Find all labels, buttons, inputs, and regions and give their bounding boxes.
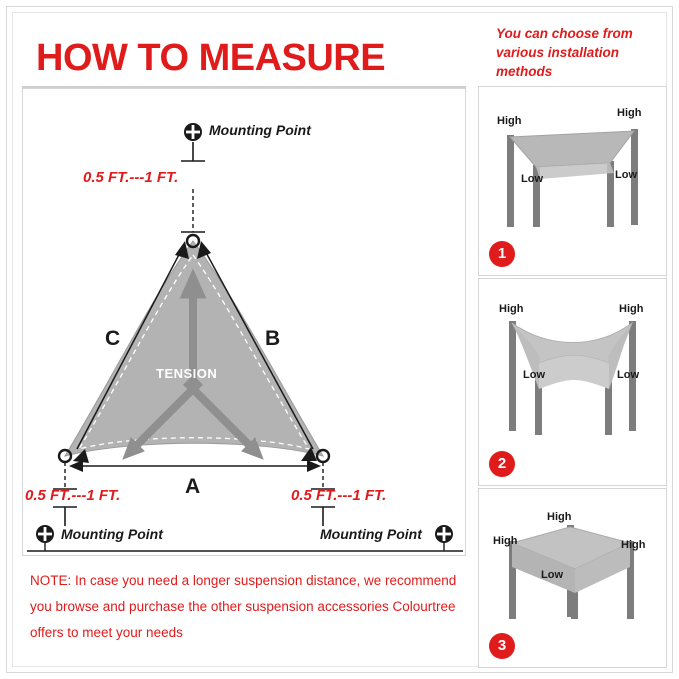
mounting-point-bottom-right-icon <box>435 525 453 543</box>
side-b-label: B <box>265 327 281 350</box>
diagram-canvas <box>23 89 467 557</box>
option-3-number: 3 <box>489 633 515 659</box>
option-2-label-low-left: Low <box>523 369 545 381</box>
mounting-point-top-label: Mounting Point <box>209 122 311 138</box>
page-title: HOW TO MEASURE <box>36 37 386 79</box>
option-2-number: 2 <box>489 451 515 477</box>
installation-option-2 <box>478 278 667 486</box>
option-2-label-low-right: Low <box>617 369 639 381</box>
side-c-label: C <box>105 327 121 350</box>
mounting-point-bottom-left-label: Mounting Point <box>61 526 163 542</box>
installation-option-3 <box>478 488 667 668</box>
top-dimension-label: 0.5 FT.---1 FT. <box>83 169 179 186</box>
installation-methods-heading: You can choose from various installation methods <box>496 26 633 79</box>
right-dimension-label: 0.5 FT.---1 FT. <box>291 487 387 504</box>
option-1-label-high-right: High <box>617 107 642 119</box>
side-a-label: A <box>185 475 201 498</box>
option-3-label-low-center: Low <box>541 569 563 581</box>
option-1-label-high-left: High <box>497 115 522 127</box>
note-text: NOTE: In case you need a longer suspension distance, we recommend you browse and purchase the other suspension accessories Colourtree offers to meet your needs <box>30 573 457 640</box>
tension-label: TENSION <box>156 366 218 381</box>
option-3-label-high-right: High <box>621 539 646 551</box>
option-1-number: 1 <box>489 241 515 267</box>
option-1-label-low-right: Low <box>615 169 637 181</box>
mounting-point-bottom-right-label: Mounting Point <box>320 526 422 542</box>
installation-option-1 <box>478 86 667 276</box>
left-dimension-label: 0.5 FT.---1 FT. <box>25 487 121 504</box>
option-3-label-high-left: High <box>493 535 518 547</box>
mounting-point-top-icon <box>184 123 202 141</box>
mounting-point-bottom-left-icon <box>36 525 54 543</box>
option-2-label-high-right: High <box>619 303 644 315</box>
measurement-diagram <box>22 88 466 556</box>
measure-panel <box>18 18 470 661</box>
option-2-label-high-left: High <box>499 303 524 315</box>
option-3-label-high-center: High <box>547 511 572 523</box>
installation-methods-panel <box>474 18 667 661</box>
option-1-label-low-left: Low <box>521 173 543 185</box>
